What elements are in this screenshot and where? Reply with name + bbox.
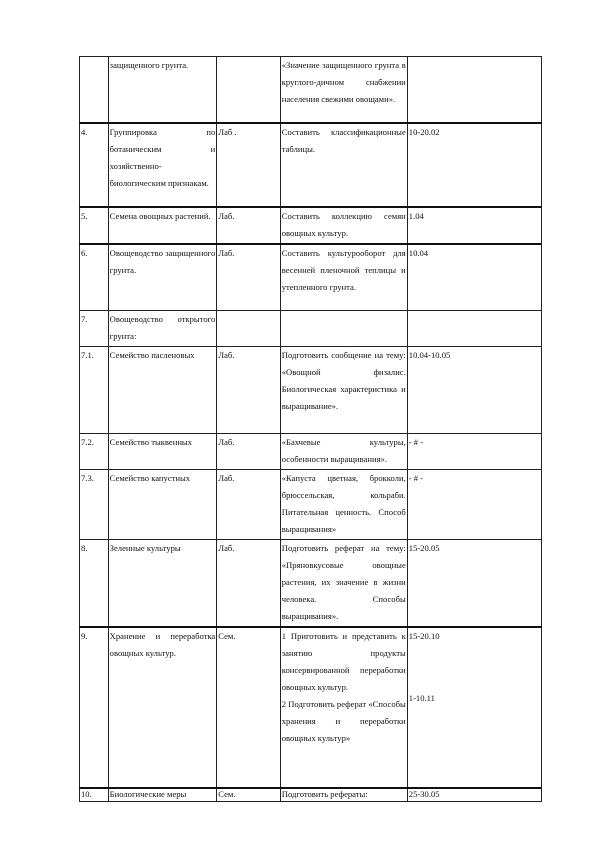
- row-type: Лаб.: [217, 244, 281, 311]
- row-date: [407, 57, 541, 123]
- row-task: «Бахчевые культуры, особенности выращивания».: [280, 434, 407, 470]
- row-topic: Группировка по ботаническим и хозяйственно-биологическим признакам.: [108, 123, 217, 207]
- row-topic: Биологические меры: [108, 788, 217, 802]
- row-number: 8.: [80, 540, 109, 628]
- study-plan-table: [79, 56, 542, 802]
- row-type: Лаб.: [217, 540, 281, 628]
- row-number: 6.: [80, 244, 109, 311]
- row-task-second: 2 Подготовить реферат «Способы хранения и переработки овощных культур»: [281, 699, 406, 743]
- row-task-cell: [280, 627, 407, 788]
- row-topic: Хранение и переработка овощных культур.: [108, 627, 217, 788]
- row-number: 7.: [80, 311, 109, 347]
- row-topic: Зеленные культуры: [108, 540, 217, 628]
- row-date: [407, 311, 541, 347]
- row-number: 5.: [80, 207, 109, 244]
- row-type: [217, 57, 281, 123]
- row-task: Составить классификационные таблицы.: [280, 123, 407, 207]
- row-type: Лаб.: [217, 347, 281, 434]
- row-date: 15-20.05: [407, 540, 541, 628]
- table-row: [80, 207, 542, 244]
- row-date: 15-20.10: [408, 631, 440, 641]
- table-row: [80, 123, 542, 207]
- row-task: [280, 311, 407, 347]
- row-task: Составить культурооборот для весенней пленочной теплицы и утепленного грунта.: [280, 244, 407, 311]
- table-row: [80, 470, 542, 540]
- row-number: 7.2.: [80, 434, 109, 470]
- row-date: 10.04: [407, 244, 541, 311]
- row-task: Подготовить реферат на тему: «Пряновкусовые овощные растения, их значение в жизни человека. Способы выращивания».: [280, 540, 407, 628]
- row-topic: Семейство капустных: [108, 470, 217, 540]
- row-type: [217, 311, 281, 347]
- row-task: «Значение защищенного грунта в круглого-дичном снабжении населения свежими овощами».: [280, 57, 407, 123]
- row-date: - # -: [407, 470, 541, 540]
- row-topic: защищенного грунта.: [108, 57, 217, 123]
- table-row: [80, 311, 542, 347]
- row-date: 25-30.05: [407, 788, 541, 802]
- row-type: Лаб .: [217, 123, 281, 207]
- row-number: 7.1.: [80, 347, 109, 434]
- row-type: Сем.: [217, 788, 281, 802]
- row-date: - # -: [407, 434, 541, 470]
- table-row: [80, 540, 542, 628]
- row-topic: Овощеводство открытого грунта:: [108, 311, 217, 347]
- row-topic: Семейство пасленовых: [108, 347, 217, 434]
- row-number: 10.: [80, 788, 109, 802]
- row-topic: Овощеводство защищенного грунта.: [108, 244, 217, 311]
- row-task: Составить коллекцию семян овощных культур.: [280, 207, 407, 244]
- row-task: «Капуста цветная, брокколи, брюссельская, кольраби. Питательная ценность. Способ выращивания»: [280, 470, 407, 540]
- table-row: [80, 244, 542, 311]
- table-row: [80, 434, 542, 470]
- table-row: [80, 347, 542, 434]
- row-type: Лаб.: [217, 207, 281, 244]
- table-row: [80, 788, 542, 802]
- row-type: Лаб.: [217, 434, 281, 470]
- table-row: [80, 57, 542, 123]
- row-topic: Семена овощных растений.: [108, 207, 217, 244]
- row-date: 1.04: [407, 207, 541, 244]
- row-number: [80, 57, 109, 123]
- table-row: [80, 627, 542, 788]
- row-task: Подготовить сообщение на тему: «Овощной физалис. Биологическая характеристика и выращивание».: [280, 347, 407, 434]
- row-number: 4.: [80, 123, 109, 207]
- row-task: 1 Приготовить и представить к занятию продукты консервированной переработки овощных культур.: [281, 631, 406, 692]
- row-type: Лаб.: [217, 470, 281, 540]
- row-number: 7.3.: [80, 470, 109, 540]
- row-date-cell: [407, 627, 541, 788]
- row-date: 10.04-10.05: [407, 347, 541, 434]
- row-date-second: 1-10.11: [408, 693, 435, 703]
- row-date: 10-20.02: [407, 123, 541, 207]
- row-topic: Семейство тыквенных: [108, 434, 217, 470]
- row-task: Подготовить рефераты:: [280, 788, 407, 802]
- row-type: Сем.: [217, 627, 281, 788]
- row-number: 9.: [80, 627, 109, 788]
